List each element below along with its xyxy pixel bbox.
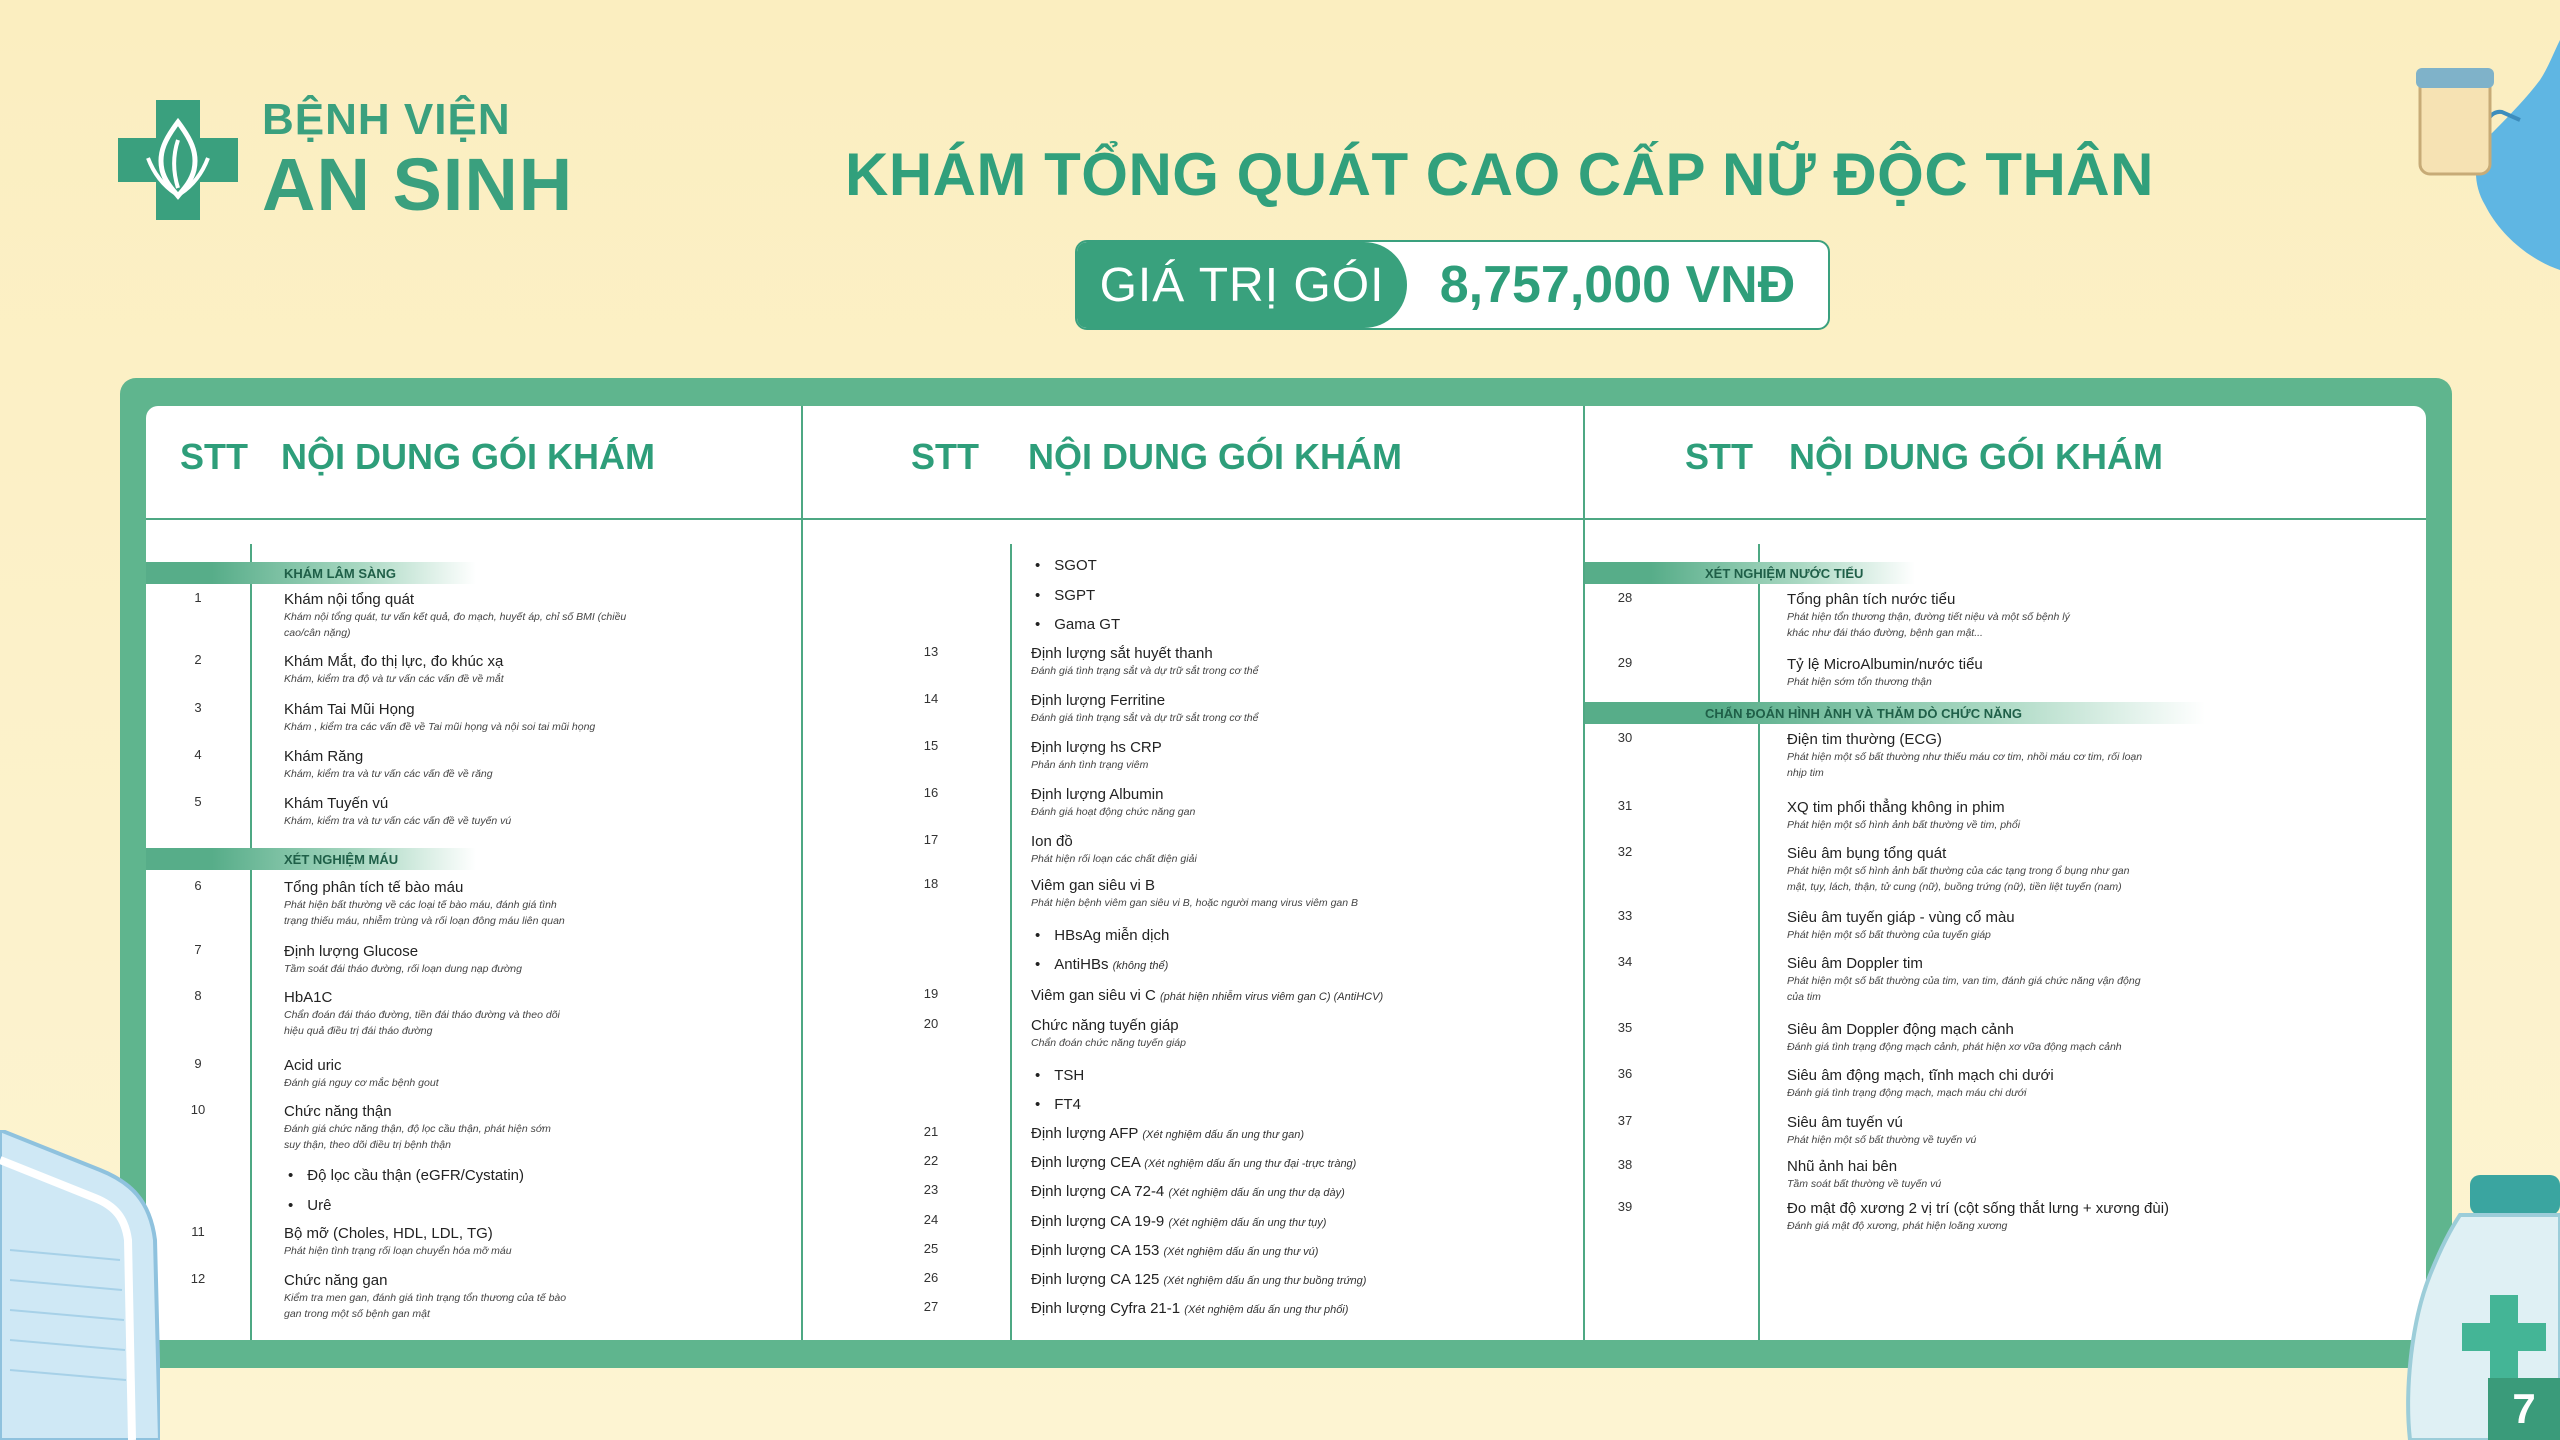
list-item: [923, 1212, 1327, 1233]
item-number: 34: [1617, 954, 1633, 969]
item-number: 38: [1617, 1157, 1633, 1172]
stt-divider: [250, 544, 252, 1340]
item-name-text: SGOT: [1054, 557, 1097, 574]
list-item: [190, 1102, 551, 1153]
clipboard-icon: [0, 1130, 160, 1440]
item-name: [1031, 1066, 1084, 1085]
item-name-text: Định lượng sắt huyết thanh: [1031, 645, 1213, 662]
section-title: XÉT NGHIỆM NƯỚC TIỂU: [1705, 565, 1864, 581]
item-name: [1031, 615, 1120, 634]
item-name-text: Định lượng AFP: [1031, 1125, 1139, 1142]
list-item: [923, 738, 1162, 773]
item-name: [284, 747, 493, 766]
item-name: [1031, 1153, 1356, 1174]
item-name-text: Urê: [307, 1197, 332, 1214]
item-name: [1031, 955, 1168, 976]
item-number: 1: [194, 590, 202, 605]
list-item: [194, 1056, 439, 1091]
item-name: [1787, 844, 2129, 863]
section-title: XÉT NGHIỆM MÁU: [284, 851, 399, 867]
item-name-text: Định lượng CA 72-4: [1031, 1183, 1165, 1200]
item-name: [1031, 1016, 1186, 1035]
item-name-text: Tổng phân tích tế bào máu: [284, 879, 464, 896]
section-header: [1585, 562, 1915, 584]
section-header: [146, 848, 476, 870]
item-name-text: TSH: [1054, 1067, 1085, 1084]
item-name: [1031, 1241, 1318, 1262]
item-note: (Xét nghiệm dấu ấn ung thư phổi): [1184, 1304, 1349, 1316]
section-title: KHÁM LÂM SÀNG: [284, 565, 396, 581]
item-number: 4: [194, 747, 202, 762]
list-item: [194, 590, 627, 641]
item-name: [1031, 586, 1095, 605]
item-name-text: XQ tim phổi thẳng không in phim: [1787, 799, 2005, 816]
item-name: [1031, 1212, 1326, 1233]
list-item: [190, 1271, 567, 1322]
item-name-text: Nhũ ảnh hai bên: [1787, 1158, 1898, 1175]
item-name-text: Định lượng Ferritine: [1031, 692, 1166, 709]
item-name-text: Khám Tai Mũi Họng: [284, 701, 415, 718]
item-name-text: FT4: [1054, 1096, 1081, 1113]
item-description: Đánh giá tình trạng sắt và dự trữ sắt trong cơ thể: [1031, 665, 1259, 677]
item-name-text: Siêu âm Doppler tim: [1787, 955, 1923, 972]
item-number: 35: [1617, 1020, 1633, 1035]
item-name-text: Siêu âm tuyến vú: [1787, 1114, 1903, 1131]
item-name-text: Định lượng CA 153: [1031, 1242, 1160, 1259]
list-item: [923, 1270, 1367, 1291]
item-description: Đánh giá mật độ xương, phát hiện loãng xương: [1787, 1220, 2008, 1232]
item-number: 32: [1617, 844, 1633, 859]
list-item: [1617, 1113, 1977, 1148]
logo-line1: BỆNH VIỆN: [262, 95, 511, 144]
list-item: [284, 1166, 524, 1185]
item-name: [1787, 1066, 2054, 1085]
stt-divider: [1758, 544, 1760, 1340]
hospital-logo: [118, 95, 574, 226]
item-description: Phát hiện một số hình ảnh bất thường của các tạng trong ổ bụng như gan: [1787, 865, 2130, 877]
item-number: 22: [923, 1153, 939, 1168]
item-number: 28: [1617, 590, 1633, 605]
column-3: [1585, 406, 2426, 1340]
item-name: [1031, 785, 1195, 804]
list-item: [1617, 730, 2143, 781]
item-description: Khám, kiểm tra độ và tư vấn các vấn đề về mắt: [284, 673, 504, 685]
item-name: [1787, 1020, 2122, 1039]
item-name: [284, 942, 522, 961]
item-name: [284, 652, 504, 671]
item-number: 23: [923, 1182, 939, 1197]
item-name-text: Tỷ lệ MicroAlbumin/nước tiểu: [1787, 656, 1983, 673]
item-name-text: Siêu âm tuyến giáp - vùng cổ màu: [1787, 909, 2015, 926]
item-name-text: Khám nội tổng quát: [284, 591, 415, 608]
item-description: Phát hiện bất thường về các loại tế bào máu, đánh giá tình: [284, 899, 557, 911]
item-description: hiệu quả điều trị đái tháo đường: [284, 1025, 433, 1037]
item-name-text: Định lượng Albumin: [1031, 786, 1164, 803]
item-name: [1787, 908, 2015, 927]
item-description: Khám, kiểm tra và tư vấn các vấn đề về tuyến vú: [284, 815, 512, 827]
item-description: Đánh giá tình trạng sắt và dự trữ sắt trong cơ thể: [1031, 712, 1259, 724]
list-item: [923, 876, 1359, 911]
item-name-text: Khám Tuyến vú: [284, 795, 389, 812]
item-name: [284, 1196, 331, 1215]
glove-hand-icon: [2390, 40, 2560, 270]
list-item: [923, 986, 1384, 1007]
list-item: [1617, 844, 2130, 895]
item-name-text: Viêm gan siêu vi C: [1031, 987, 1156, 1004]
item-description: Đánh giá chức năng thận, độ lọc cầu thận, phát hiện sớm: [284, 1123, 551, 1135]
list-item: [194, 652, 504, 687]
item-name: [284, 1224, 512, 1243]
list-item: [1617, 908, 2015, 943]
item-name-text: Ion đồ: [1031, 833, 1073, 850]
item-name: [1031, 1095, 1081, 1114]
item-note: (Xét nghiệm dấu ấn ung thư gan): [1142, 1129, 1305, 1141]
item-number: 6: [194, 878, 202, 893]
item-name: [1787, 730, 2142, 749]
item-note: (Xét nghiệm dấu ấn ung thư tụy): [1168, 1217, 1327, 1229]
item-name-text: Định lượng CEA: [1031, 1154, 1141, 1171]
item-note: (Xét nghiệm dấu ấn ung thư dạ dày): [1168, 1187, 1345, 1199]
item-number: 27: [923, 1299, 939, 1314]
package-sheet: [146, 406, 2426, 1340]
item-number: 15: [923, 738, 939, 753]
item-name-text: HBsAg miễn dịch: [1054, 927, 1170, 944]
item-description: Phản ánh tình trạng viêm: [1031, 759, 1149, 771]
item-note: (Xét nghiệm dấu ấn ung thư vú): [1163, 1246, 1319, 1258]
list-item: [923, 644, 1259, 679]
item-description: nhịp tim: [1787, 767, 1824, 779]
item-description: cao/cân nặng): [284, 627, 351, 639]
item-name: [284, 1271, 566, 1290]
list-item: [194, 747, 493, 782]
list-item: [1031, 1095, 1081, 1114]
content-header: NỘI DUNG GÓI KHÁM: [1789, 436, 2163, 477]
item-name: [284, 878, 565, 897]
column-1: [146, 406, 801, 1340]
item-name-text: Định lượng CA 19-9: [1031, 1213, 1165, 1230]
item-name: [1787, 798, 2020, 817]
item-name: [284, 794, 511, 813]
item-description: Kiểm tra men gan, đánh giá tình trạng tổn thương của tế bào: [284, 1292, 567, 1304]
list-item: [923, 785, 1196, 820]
item-number: 3: [194, 700, 202, 715]
item-description: Phát hiện một số hình ảnh bất thường về tim, phổi: [1787, 819, 2021, 831]
item-description: Phát hiện rối loạn các chất điện giải: [1031, 853, 1197, 865]
item-name: [284, 1056, 439, 1075]
list-item: [194, 942, 522, 977]
item-description: suy thận, theo dõi điều trị bệnh thận: [284, 1139, 451, 1151]
item-name-text: Định lượng hs CRP: [1031, 739, 1162, 756]
header-divider: [146, 518, 801, 520]
item-name: [284, 590, 626, 609]
content-header: NỘI DUNG GÓI KHÁM: [281, 436, 655, 477]
list-item: [1617, 798, 2021, 833]
item-name-text: Khám Răng: [284, 748, 364, 765]
item-description: Đánh giá hoạt động chức năng gan: [1031, 806, 1196, 818]
item-name-text: Đo mật độ xương 2 vị trí (cột sống thắt lưng + xương đùi): [1787, 1200, 2170, 1217]
item-number: 31: [1617, 798, 1633, 813]
item-name-text: Acid uric: [284, 1057, 342, 1074]
item-description: Đánh giá tình trạng động mạch cảnh, phát hiện xơ vữa động mạch cảnh: [1787, 1041, 2122, 1053]
item-number: 12: [190, 1271, 206, 1286]
item-description: của tim: [1787, 991, 1821, 1003]
item-description: Chẩn đoán đái tháo đường, tiền đái tháo đường và theo dõi: [284, 1009, 560, 1021]
item-description: Chẩn đoán chức năng tuyến giáp: [1031, 1037, 1186, 1049]
item-name-text: Viêm gan siêu vi B: [1031, 877, 1155, 894]
item-number: 33: [1617, 908, 1633, 923]
list-item: [284, 1196, 331, 1215]
list-item: [923, 691, 1259, 726]
list-item: [1031, 556, 1097, 575]
item-description: Phát hiện một số bất thường về tuyến vú: [1787, 1134, 1977, 1146]
column-2: [803, 406, 1583, 1340]
item-name-text: Chức năng gan: [284, 1272, 388, 1289]
item-description: Đánh giá nguy cơ mắc bệnh gout: [284, 1077, 439, 1089]
item-name-text: Định lượng Cyfra 21-1: [1031, 1300, 1181, 1317]
item-description: trạng thiếu máu, nhiễm trùng và rối loạn đông máu liên quan: [284, 915, 565, 927]
stt-header: STT: [911, 436, 979, 477]
item-number: 25: [923, 1241, 939, 1256]
section-header: [1585, 702, 2205, 724]
item-name: [1787, 1113, 1976, 1132]
item-number: 29: [1617, 655, 1633, 670]
item-name: [1787, 590, 2070, 609]
item-note: (Xét nghiệm dấu ấn ung thư buồng trứng): [1163, 1275, 1367, 1287]
item-description: Khám nội tổng quát, tư vấn kết quả, đo mạch, huyết áp, chỉ số BMI (chiều: [284, 611, 627, 623]
item-name: [1031, 644, 1258, 663]
item-number: 19: [923, 986, 939, 1001]
list-item: [1617, 1066, 2054, 1101]
item-number: 13: [923, 644, 939, 659]
list-item: [194, 700, 596, 735]
item-description: gan trong một số bệnh gan mật: [284, 1308, 430, 1320]
item-name: [1787, 1157, 1941, 1176]
item-name: [1031, 738, 1162, 757]
item-number: 10: [190, 1102, 206, 1117]
item-name: [284, 700, 595, 719]
item-description: Phát hiện một số bất thường của tuyến giáp: [1787, 929, 1991, 941]
cross-leaf-icon: [118, 100, 238, 220]
item-name-text: Định lượng Glucose: [284, 943, 419, 960]
item-description: Phát hiện sớm tổn thương thận: [1787, 676, 1932, 688]
item-number: 16: [923, 785, 939, 800]
price-badge: [1075, 240, 1830, 330]
item-name: [1031, 926, 1169, 945]
item-name-text: Chức năng tuyến giáp: [1031, 1017, 1179, 1034]
list-item: [1031, 586, 1095, 605]
item-description: Phát hiện tổn thương thận, đường tiết niệu và một số bệnh lý: [1787, 611, 2070, 623]
item-number: 8: [194, 988, 202, 1003]
list-item: [923, 1299, 1349, 1320]
item-name: [1031, 556, 1097, 575]
item-number: 39: [1617, 1199, 1633, 1214]
item-name: [1031, 876, 1358, 895]
item-name-text: Khám Mắt, đo thị lực, đo khúc xạ: [284, 653, 504, 670]
item-name: [1787, 954, 2141, 973]
list-item: [1617, 655, 1983, 690]
list-item: [1031, 926, 1169, 945]
item-number: 7: [194, 942, 202, 957]
item-number: 11: [191, 1224, 205, 1239]
item-name: [1031, 691, 1258, 710]
item-description: Phát hiện một số bất thường như thiếu máu cơ tim, nhồi máu cơ tim, rối loạn: [1787, 751, 2143, 763]
item-name-text: Chức năng thận: [284, 1103, 392, 1120]
package-board: [120, 378, 2452, 1368]
item-number: 20: [923, 1016, 939, 1031]
item-number: 5: [194, 794, 202, 809]
item-name-text: Siêu âm bụng tổng quát: [1787, 845, 1947, 862]
item-number: 14: [923, 691, 939, 706]
item-description: Phát hiện tình trạng rối loạn chuyển hóa mỡ máu: [284, 1245, 512, 1257]
item-name-text: Tổng phân tích nước tiểu: [1787, 591, 1956, 608]
item-name-text: Siêu âm động mạch, tĩnh mạch chi dưới: [1787, 1067, 2054, 1084]
item-description: Khám, kiểm tra và tư vấn các vấn đề về răng: [284, 768, 493, 780]
item-number: 9: [194, 1056, 202, 1071]
item-number: 18: [923, 876, 939, 891]
list-item: [923, 832, 1197, 867]
item-name: [1031, 1124, 1304, 1145]
item-description: khác như đái tháo đường, bệnh gan mật...: [1787, 627, 1983, 639]
list-item: [1617, 1020, 2122, 1055]
list-item: [1617, 1157, 1942, 1192]
item-name-text: Điện tim thường (ECG): [1787, 731, 1942, 748]
list-item: [923, 1241, 1319, 1262]
stt-header: STT: [180, 436, 248, 477]
item-number: 17: [923, 832, 939, 847]
list-item: [1617, 590, 2070, 641]
item-note: (không thể): [1112, 960, 1169, 972]
item-number: 26: [923, 1270, 939, 1285]
list-item: [923, 1153, 1357, 1174]
page-number: 7: [2488, 1378, 2560, 1440]
item-number: 21: [923, 1124, 939, 1139]
item-note: (phát hiện nhiễm virus viêm gan C) (AntiHCV): [1159, 991, 1384, 1003]
list-item: [191, 1224, 512, 1259]
list-item: [923, 1182, 1345, 1203]
list-item: [923, 1016, 1186, 1051]
header-divider: [803, 518, 1583, 520]
list-item: [1031, 615, 1120, 634]
item-name-text: Bộ mỡ (Choles, HDL, LDL, TG): [284, 1225, 493, 1242]
list-item: [1617, 1199, 2170, 1234]
item-name: [284, 988, 560, 1007]
item-name-text: SGPT: [1054, 587, 1096, 604]
list-item: [1031, 1066, 1084, 1085]
header-divider: [1585, 518, 2426, 520]
item-description: Khám , kiểm tra các vấn đề về Tai mũi họng và nội soi tai mũi họng: [284, 721, 596, 733]
item-name: [1031, 832, 1197, 851]
list-item: [194, 878, 565, 929]
item-name: [1031, 1270, 1366, 1291]
logo-line2: AN SINH: [262, 143, 574, 226]
item-name-text: Gama GT: [1054, 616, 1121, 633]
item-name: [1031, 1182, 1345, 1203]
item-description: Tầm soát đái tháo đường, rối loạn dung nạp đường: [284, 963, 522, 975]
item-description: Tầm soát bất thường về tuyến vú: [1787, 1178, 1942, 1190]
item-name: [1787, 1199, 2169, 1218]
item-name-text: Siêu âm Doppler động mạch cảnh: [1787, 1021, 2014, 1038]
item-number: 24: [923, 1212, 939, 1227]
price-value: 8,757,000 VNĐ: [1439, 256, 1796, 314]
item-description: Phát hiện một số bất thường của tim, van tim, đánh giá chức năng vận động: [1787, 975, 2141, 987]
item-description: Đánh giá tình trạng động mạch, mạch máu chi dưới: [1787, 1087, 2027, 1099]
list-item: [923, 1124, 1305, 1145]
item-name-text: HbA1C: [284, 989, 333, 1006]
item-name: [284, 1102, 551, 1121]
item-name: [1031, 1299, 1348, 1320]
item-name: [1031, 986, 1383, 1007]
item-name: [284, 1166, 524, 1185]
item-name-text: Độ lọc cầu thận (eGFR/Cystatin): [307, 1167, 525, 1184]
list-item: [194, 794, 512, 829]
content-header: NỘI DUNG GÓI KHÁM: [1028, 436, 1402, 477]
item-number: 37: [1617, 1113, 1633, 1128]
item-number: 30: [1617, 730, 1633, 745]
item-name-text: Định lượng CA 125: [1031, 1271, 1160, 1288]
item-note: (Xét nghiệm dấu ấn ung thư đại -trực tràng): [1144, 1158, 1357, 1170]
page-title: KHÁM TỔNG QUÁT CAO CẤP NỮ ĐỘC THÂN: [845, 141, 2154, 208]
item-description: mật, tụy, lách, thận, tử cung (nữ), buồng trứng (nữ), tiền liệt tuyến (nam): [1787, 881, 2122, 893]
stt-header: STT: [1685, 436, 1753, 477]
item-number: 36: [1617, 1066, 1633, 1081]
list-item: [1617, 954, 2141, 1005]
section-title: CHẨN ĐOÁN HÌNH ẢNH VÀ THĂM DÒ CHỨC NĂNG: [1705, 705, 2022, 721]
item-name-text: AntiHBs: [1054, 956, 1109, 973]
item-description: Phát hiện bệnh viêm gan siêu vi B, hoặc người mang virus viêm gan B: [1031, 897, 1359, 909]
price-label: GIÁ TRỊ GÓI: [1077, 242, 1407, 328]
item-name: [1787, 655, 1983, 674]
stt-divider: [1010, 544, 1012, 1340]
item-number: 2: [194, 652, 202, 667]
list-item: [1031, 955, 1168, 976]
section-header: [146, 562, 476, 584]
list-item: [194, 988, 560, 1039]
